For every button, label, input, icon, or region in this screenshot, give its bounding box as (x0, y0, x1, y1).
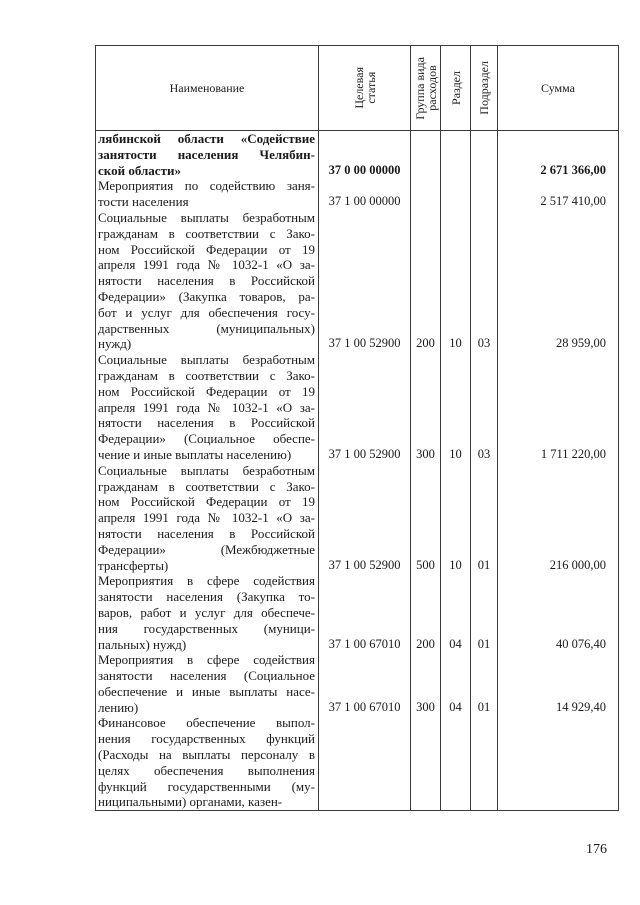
header-group (411, 46, 441, 131)
row-name-line: функций государственными (му- (98, 778, 315, 794)
row-name-line: занятости населения Челябин- (98, 146, 315, 162)
row-name-line: обеспечение и иные выплаты насе- (98, 683, 315, 699)
row-group: 300 (411, 352, 441, 463)
row-name-line: ской области» (98, 162, 181, 178)
row-group: 300 (411, 652, 441, 715)
row-name-line: Социальные выплаты безработным (98, 352, 315, 368)
row-subsection: 01 (471, 463, 498, 574)
table-row (96, 352, 619, 463)
row-section: 10 (441, 210, 471, 352)
row-group (411, 131, 441, 179)
row-name-line: Финансовое обеспечение выпол- (98, 715, 315, 731)
row-target: 37 1 00 67010 (319, 652, 411, 715)
row-name-line: ном Российской Федерации от 19 (98, 241, 315, 257)
row-name-line: Федерации» (Закупка товаров, ра- (98, 288, 315, 304)
table-row (96, 463, 619, 574)
row-name-line: гражданам в соответствии с Зако- (98, 225, 315, 241)
header-target (319, 46, 411, 131)
row-target: 37 1 00 52900 (319, 463, 411, 574)
table-row (96, 210, 619, 352)
table-row (96, 178, 619, 210)
row-sum: 28 959,00 (498, 210, 619, 352)
row-name (96, 210, 319, 352)
row-target: 37 1 00 67010 (319, 573, 411, 652)
row-name-line: лябинской области «Содействие (98, 131, 315, 146)
row-name-line: чение и иные выплаты населению) (98, 446, 292, 462)
row-name-line: апреля 1991 года № 1032-1 «О за- (98, 399, 315, 415)
row-name-line: дарственных (муниципальных) (98, 320, 315, 336)
row-name-line: Социальные выплаты безработным (98, 209, 315, 225)
row-subsection: 03 (471, 210, 498, 352)
row-name-line: занятости населения (Закупка то- (98, 589, 315, 605)
header-section (441, 46, 471, 131)
header-section-label: Раздел (448, 71, 463, 105)
row-name (96, 715, 319, 810)
page-number: 176 (586, 842, 607, 857)
row-sum: 2 517 410,00 (498, 178, 619, 210)
table-header-row (96, 46, 619, 131)
row-name-line: нятости населения в Российской (98, 273, 315, 289)
row-name-line: пальных) нужд) (98, 636, 187, 652)
row-sum: 2 671 366,00 (498, 131, 619, 179)
row-name-line: трансферты) (98, 557, 169, 573)
row-name-line: Федерации» (Социальное обеспе- (98, 431, 315, 447)
header-name: Наименование (96, 46, 319, 131)
row-target: 37 1 00 52900 (319, 210, 411, 352)
table-row (96, 652, 619, 715)
row-group (411, 715, 441, 810)
row-name-line: нятости населения в Российской (98, 525, 315, 541)
row-name-line: гражданам в соответствии с Зако- (98, 367, 315, 383)
row-name-line: гражданам в соответствии с Зако- (98, 478, 315, 494)
row-subsection: 01 (471, 652, 498, 715)
row-name-line: апреля 1991 года № 1032-1 «О за- (98, 510, 315, 526)
row-name-line: тости населения (98, 194, 189, 210)
table-row (96, 573, 619, 652)
row-name-line: ном Российской Федерации от 19 (98, 494, 315, 510)
row-subsection: 01 (471, 573, 498, 652)
row-name-line: бот и услуг для обеспечения госу- (98, 304, 315, 320)
row-name-line: нятости населения в Российской (98, 415, 315, 431)
header-target-label: Целевая статья (351, 67, 378, 109)
header-sum: Сумма (498, 46, 619, 131)
row-name-line: нужд) (98, 336, 132, 352)
row-section (441, 178, 471, 210)
row-sum: 1 711 220,00 (498, 352, 619, 463)
row-name-line: занятости населения (Социальное (98, 668, 315, 684)
row-sum: 40 076,40 (498, 573, 619, 652)
table-body (96, 131, 619, 811)
header-subsection-label: Подраздел (477, 61, 491, 115)
row-name-line: ния государственных (муници- (98, 620, 315, 636)
row-name-line: ниципальными) органами, казен- (98, 794, 283, 810)
row-name-line: лению) (98, 699, 139, 715)
row-name-line: ном Российской Федерации от 19 (98, 383, 315, 399)
table-row (96, 131, 619, 179)
row-name (96, 652, 319, 715)
row-sum: 14 929,40 (498, 652, 619, 715)
row-name-line: Мероприятия в сфере содействия (98, 573, 315, 589)
row-name-line: Мероприятия по содействию заня- (98, 178, 315, 194)
row-target (319, 715, 411, 810)
row-name-line: целях обеспечения выполнения (98, 762, 315, 778)
row-group: 500 (411, 463, 441, 574)
row-section (441, 131, 471, 179)
row-name-line: нения государственных функций (98, 731, 315, 747)
header-group-label: Группа вида расходов (412, 56, 439, 120)
row-name-line: Социальные выплаты безработным (98, 462, 315, 478)
row-subsection: 03 (471, 352, 498, 463)
row-section (441, 715, 471, 810)
row-sum (498, 715, 619, 810)
row-name-line: Мероприятия в сфере содействия (98, 652, 315, 668)
row-section: 10 (441, 463, 471, 574)
budget-table (95, 45, 619, 811)
row-subsection (471, 178, 498, 210)
row-target: 37 1 00 00000 (319, 178, 411, 210)
row-name-line: Федерации» (Межбюджетные (98, 541, 315, 557)
row-subsection (471, 131, 498, 179)
row-name (96, 178, 319, 210)
row-target: 37 1 00 52900 (319, 352, 411, 463)
row-section: 04 (441, 652, 471, 715)
table-row (96, 715, 619, 810)
row-target: 37 0 00 00000 (319, 131, 411, 179)
row-group (411, 178, 441, 210)
row-name-line: варов, работ и услуг для обеспече- (98, 604, 315, 620)
row-name (96, 463, 319, 574)
row-name-line: (Расходы на выплаты персоналу в (98, 747, 315, 763)
row-group: 200 (411, 573, 441, 652)
row-name (96, 352, 319, 463)
row-section: 10 (441, 352, 471, 463)
row-name (96, 131, 319, 179)
row-name-line: апреля 1991 года № 1032-1 «О за- (98, 257, 315, 273)
row-subsection (471, 715, 498, 810)
row-sum: 216 000,00 (498, 463, 619, 574)
row-section: 04 (441, 573, 471, 652)
header-subsection (471, 46, 498, 131)
row-name (96, 573, 319, 652)
row-group: 200 (411, 210, 441, 352)
